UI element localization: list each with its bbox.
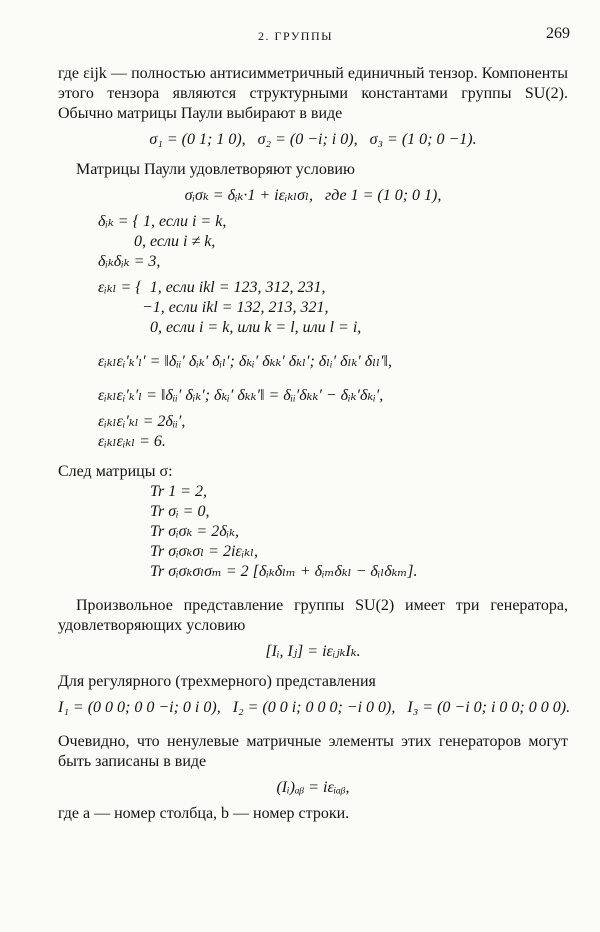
- equation-epsilon-contraction-3: εᵢₖₗεᵢₖₗ = 6.: [98, 433, 166, 450]
- running-head: [0, 24, 600, 46]
- equation-trace-3: Tr σᵢσₖ = 2δᵢₖ,: [150, 523, 239, 540]
- equation-commutator: [Iᵢ, Iⱼ] = iεᵢⱼₖIₖ.: [265, 643, 361, 660]
- paragraph-trace: След матрицы σ:: [58, 463, 173, 480]
- page-number: 269: [546, 25, 570, 42]
- equation-generator-matrices: I₁ = (0 0 0; 0 0 −i; 0 i 0), I₂ = (0 0 i; 0 0 0; −i 0 0), I₃ = (0 −i 0; i 0 0; 0 0 0).: [58, 699, 571, 716]
- equation-matrix-elements: (Iᵢ)ₐᵦ = iεᵢₐᵦ,: [276, 779, 350, 796]
- equation-trace-4: Tr σᵢσₖσₗ = 2iεᵢₖₗ,: [150, 543, 258, 560]
- equation-trace-5: Tr σᵢσₖσₗσₘ = 2 [δᵢₖδₗₘ + δᵢₘδₖₗ − δᵢₗδₖₘ].: [150, 563, 418, 580]
- page-body: [58, 64, 571, 824]
- chapter-title: 2. ГРУППЫ: [258, 29, 334, 43]
- equation-delta-sum: δᵢₖδᵢₖ = 3,: [98, 253, 161, 270]
- equation-pauli-matrices: σ₁ = (0 1; 1 0), σ₂ = (0 −i; i 0), σ₃ = (1 0; 0 −1).: [149, 131, 477, 148]
- equation-epsilon-def-2: −1, если ikl = 132, 213, 321,: [98, 299, 329, 316]
- paragraph-pauli-condition: Матрицы Паули удовлетворяют условию: [76, 161, 355, 178]
- equation-delta-def-1: δᵢₖ = { 1, если i = k,: [98, 213, 227, 230]
- paragraph-matrix-elements: Очевидно, что ненулевые матричные элементы этих генераторов могут быть записаны в виде: [58, 733, 568, 770]
- equation-delta-def-2: 0, если i ≠ k,: [98, 233, 216, 250]
- equation-sigma-product: σᵢσₖ = δᵢₖ·1 + iεᵢₖₗσₗ, где 1 = (1 0; 0 1),: [184, 187, 442, 204]
- paragraph-regular-representation: Для регулярного (трехмерного) представления: [58, 673, 376, 690]
- equation-epsilon-product-det2: εᵢₖₗεᵢ′ₖ′ₗ = ‖δᵢᵢ′ δᵢₖ′; δₖᵢ′ δₖₖ′‖ = δᵢᵢ′δₖₖ′ − δᵢₖ′δₖᵢ′,: [98, 387, 384, 404]
- equation-trace-1: Tr 1 = 2,: [150, 483, 208, 500]
- paragraph-index-meaning: где a — номер столбца, b — номер строки.: [58, 805, 350, 822]
- paragraph-intro: где εijk — полностью антисимметричный единичный тензор. Компоненты этого тензора являются структурными константами группы SU(2). Обычно матрицы Паули выбирают в виде: [58, 65, 568, 122]
- paragraph-generators: Произвольное представление группы SU(2) имеет три генератора, удовлетворяющих условию: [58, 597, 568, 634]
- equation-epsilon-contraction-2: εᵢₖₗεᵢ′ₖₗ = 2δᵢᵢ′,: [98, 413, 186, 430]
- equation-epsilon-def-3: 0, если i = k, или k = l, или l = i,: [98, 319, 362, 336]
- equation-trace-2: Tr σᵢ = 0,: [150, 503, 210, 520]
- equation-epsilon-product-det3: εᵢₖₗεᵢ′ₖ′ₗ′ = ‖δᵢᵢ′ δᵢₖ′ δᵢₗ′; δₖᵢ′ δₖₖ′ δₖₗ′; δₗᵢ′ δₗₖ′ δₗₗ′‖,: [98, 353, 392, 370]
- equation-epsilon-def-1: εᵢₖₗ = { 1, если ikl = 123, 312, 231,: [98, 279, 326, 296]
